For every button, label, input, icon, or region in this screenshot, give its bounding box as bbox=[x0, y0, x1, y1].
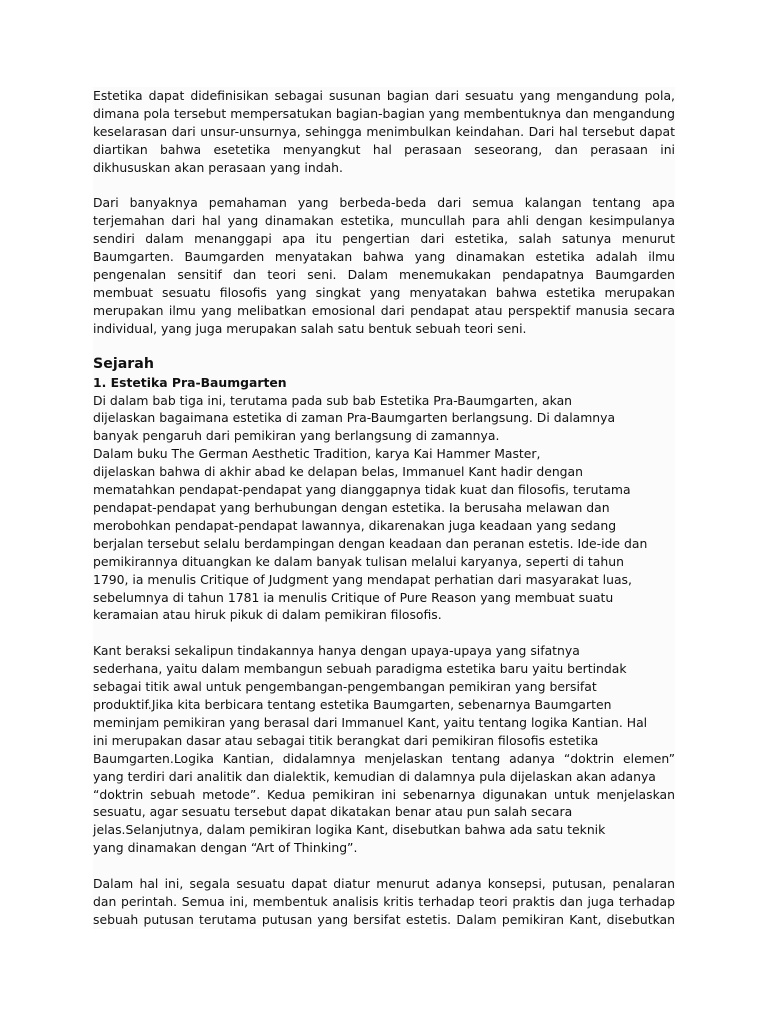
text-line: merobohkan pendapat-pendapat lawannya, dikarenakan juga keadaan yang sedang bbox=[93, 517, 617, 533]
text-line: Di dalam bab tiga ini, terutama pada sub bab Estetika Pra-Baumgarten, akan bbox=[93, 392, 573, 408]
text-line: sederhana, yaitu dalam membangun sebuah paradigma estetika baru yaitu bertindak bbox=[93, 661, 627, 677]
paragraph-baumgarten: Dari banyaknya pemahaman yang berbeda-beda dari semua kalangan tentang apa terjemahan dari hal yang dinamakan estetika, muncullah para ahli dengan kesimpulanya sendiri dalam menanggapi apa itu pengertian dari estetika, salah satunya menurut Baumgarten. Baumgarden menyatakan bahwa yang dinamakan estetika adalah ilmu pengenalan sensitif dan teori seni. Dalam menemukakan pendapatnya Baumgarden membuat sesuatu filosofis yang singkat yang menyatakan bahwa estetika merupakan merupakan ilmu yang melibatkan emosional dari pendapat atau perspektif manusia secara individual, yang juga merupakan salah satu bentuk sebuah teori seni. bbox=[93, 195, 675, 336]
text-line: ini merupakan dasar atau sebagai titik berangkat dari pemikiran filosofis estetika bbox=[93, 732, 599, 748]
text-line: pemikirannya dituangkan ke dalam banyak tulisan melalui karyanya, seperti di tahun bbox=[93, 553, 624, 569]
text-line: sebelumnya di tahun 1781 ia menulis Critique of Pure Reason yang membuat suatu bbox=[93, 589, 614, 605]
text-line: dijelaskan bahwa di akhir abad ke delapan belas, Immanuel Kant hadir dengan bbox=[93, 464, 583, 480]
section-heading: Sejarah bbox=[93, 355, 154, 372]
text-line: “doktrin sebuah metode”. Kedua pemikiran ini sebenarnya digunakan untuk menjelaskan bbox=[93, 786, 675, 802]
text-line: sebagai titik awal untuk pengembangan-pengembangan pemikiran yang bersifat bbox=[93, 679, 597, 695]
text-line: Dalam buku The German Aesthetic Tradition, karya Kai Hammer Master, bbox=[93, 446, 541, 462]
text-line: sesuatu, agar sesuatu tersebut dapat dikatakan benar atau pun salah secara bbox=[93, 804, 573, 820]
text-line: meminjam pemikiran yang berasal dari Immanuel Kant, yaitu tentang logika Kantian. Hal bbox=[93, 714, 648, 730]
text-line: mematahkan pendapat-pendapat yang dianggapnya tidak kuat dan filosofis, terutama bbox=[93, 482, 631, 498]
text-line: banyak pengaruh dari pemikiran yang berlangsung di zamannya. bbox=[93, 428, 500, 444]
text-line: 1790, ia menulis Critique of Judgment yang mendapat perhatian dari masyarakat luas, bbox=[93, 571, 632, 587]
text-line: Baumgarten.Logika Kantian, didalamnya menjelaskan tentang adanya “doktrin elemen” bbox=[93, 750, 675, 766]
text-line: jelas.Selanjutnya, dalam pemikiran logika Kant, disebutkan bahwa ada satu teknik bbox=[93, 822, 606, 838]
text-line: produktif.Jika kita berbicara tentang estetika Baumgarten, sebenarnya Baumgarten bbox=[93, 696, 612, 712]
paragraph-definition: Estetika dapat didefinisikan sebagai susunan bagian dari sesuatu yang mengandung pola, dimana pola tersebut mempersatukan bagian-bagian yang membentuknya dan mengandung keselarasan dari unsur-unsurnya, sehingga menimbulkan keindahan. Dari hal tersebut dapat diartikan bahwa esetetika menyangkut hal perasaan seseorang, dan perasaan ini dikhususkan akan perasaan yang indah. bbox=[93, 88, 675, 175]
paragraph-konsepsi: Dalam hal ini, segala sesuatu dapat diatur menurut adanya konsepsi, putusan, penalaran dan perintah. Semua ini, membentuk analisis kritis terhadap teori praktis dan juga terhadap sebuah putusan terutama putusan yang bersifat estetis. Dalam pemikiran Kant, disebutkan bbox=[93, 876, 675, 927]
document-body bbox=[93, 87, 675, 929]
text-line: yang dinamakan dengan “Art of Thinking”. bbox=[93, 840, 358, 856]
text-line: dijelaskan bagaimana estetika di zaman Pra-Baumgarten berlangsung. Di dalamnya bbox=[93, 410, 616, 426]
paragraph-pra-baumgarten bbox=[93, 392, 675, 625]
text-line: yang terdiri dari analitik dan dialektik, kemudian di dalamnya pula dijelaskan akan adanya bbox=[93, 768, 656, 784]
paragraph-kant bbox=[93, 642, 675, 857]
text-line: Kant beraksi sekalipun tindakannya hanya dengan upaya-upaya yang sifatnya bbox=[93, 643, 580, 659]
text-line: pendapat-pendapat yang berhubungan dengan estetika. Ia berusaha melawan dan bbox=[93, 500, 610, 516]
text-line: keramaian atau hiruk pikuk di dalam pemikiran filosofis. bbox=[93, 607, 442, 623]
text-line: berjalan tersebut selalu berdampingan dengan keadaan dan peranan estetis. Ide-ide dan bbox=[93, 535, 648, 551]
subheading: 1. Estetika Pra-Baumgarten bbox=[93, 374, 287, 390]
